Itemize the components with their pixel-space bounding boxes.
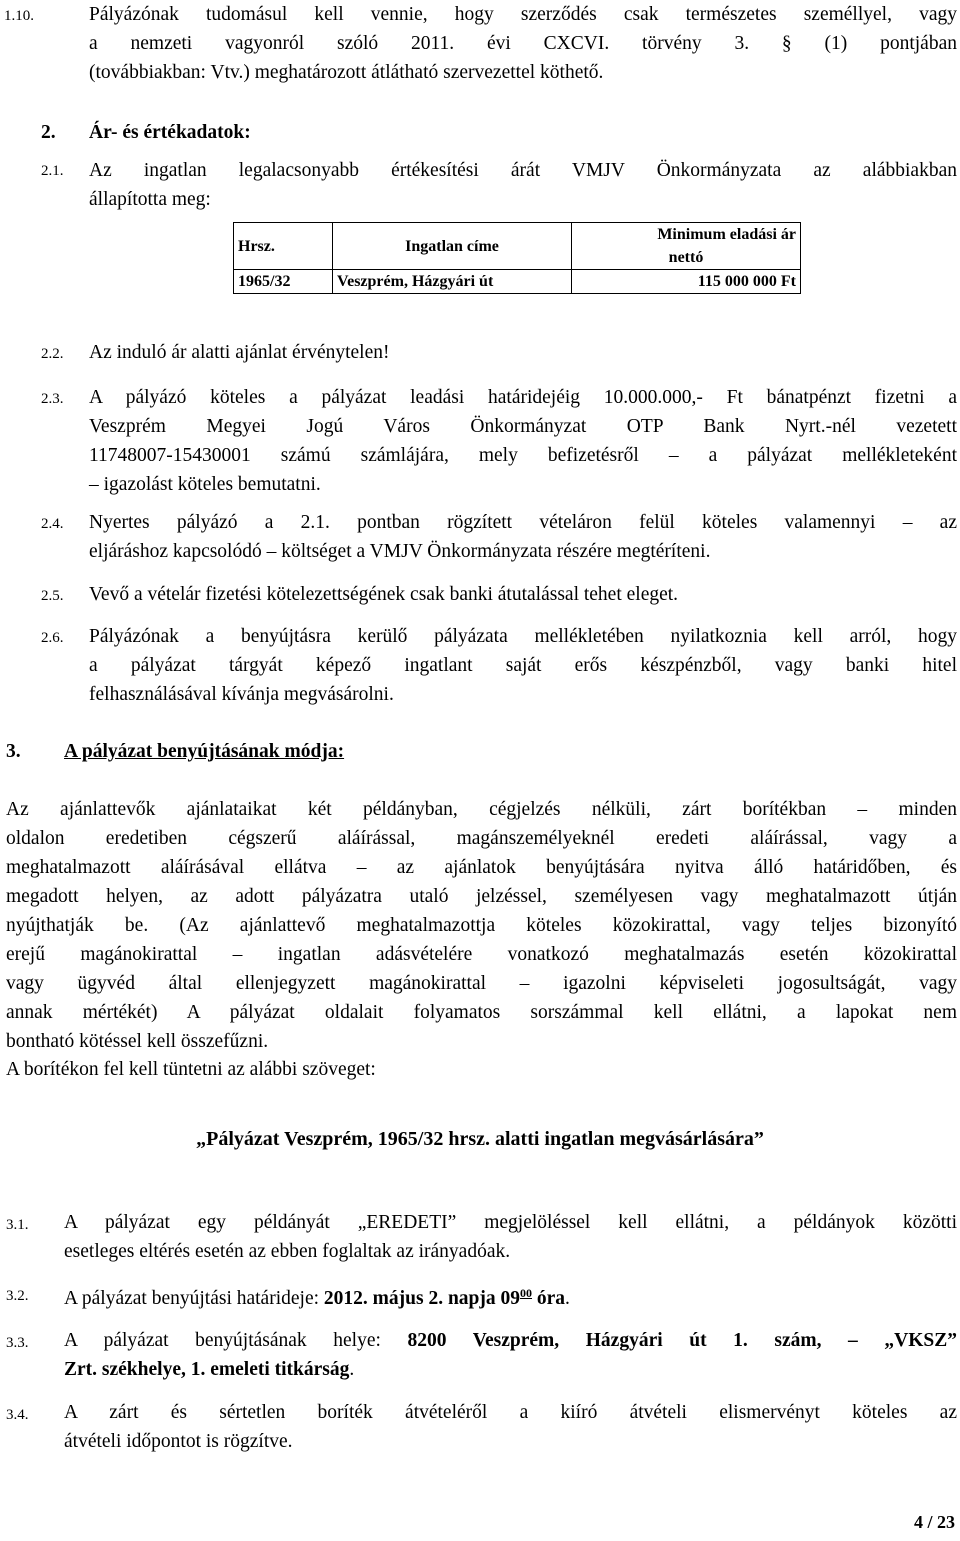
paragraph-line: Pályázónak tudomásul kell vennie, hogy szerződés csak természetes személlyel, vagy <box>89 4 957 25</box>
section-number: 3.1. <box>6 1217 29 1233</box>
paragraph-line: nyújthatják be. (Az ajánlattevő meghatalmazottja köteles közokirattal, vagy teljes bizonyító <box>6 915 957 936</box>
table-row <box>234 270 801 294</box>
paragraph-line: A pályázó köteles a pályázat leadási határidejéig 10.000.000,- Ft bánatpénzt fizetni a <box>89 387 957 408</box>
deadline-minutes: 00 <box>520 1286 533 1300</box>
paragraph-line: Veszprém Megyei Jogú Város Önkormányzat OTP Bank Nyrt.-nél vezetett <box>89 416 957 437</box>
paragraph-line: annak mértékét) A pályázat oldalait folyamatos sorszámmal kell ellátni, a lapokat nem <box>6 1002 957 1023</box>
section-number: 1.10. <box>4 8 34 24</box>
section-heading: Ár- és értékadatok: <box>89 122 251 143</box>
paragraph-line: Nyertes pályázó a 2.1. pontban rögzített vételáron felül köteles valamennyi – az <box>89 512 957 533</box>
table-header-cell: Hrsz. <box>234 223 333 270</box>
envelope-label-text: „Pályázat Veszprém, 1965/32 hrsz. alatti ingatlan megvásárlására” <box>196 1128 764 1150</box>
table-cell: 1965/32 <box>234 270 333 294</box>
paragraph-line: erejű magánokirattal – ingatlan adásvételére vonatkozó meghatalmazás esetén közokirattal <box>6 944 957 965</box>
paragraph-line: átvételi időpontot is rögzítve. <box>64 1431 293 1452</box>
section-number: 3.2. <box>6 1288 29 1304</box>
paragraph-line: a nemzeti vagyonról szóló 2011. évi CXCVI. törvény 3. § (1) pontjában <box>89 33 957 54</box>
paragraph-line: A zárt és sértetlen boríték átvételéről a kiíró átvételi elismervényt köteles az <box>64 1402 957 1423</box>
paragraph-line: Vevő a vételár fizetési kötelezettségének csak banki átutalással tehet eleget. <box>89 584 679 605</box>
section-heading: A pályázat benyújtásának módja: <box>64 741 345 762</box>
paragraph-line: Pályázónak a benyújtásra kerülő pályázata mellékletében nyilatkoznia kell arról, hogy <box>89 626 957 647</box>
table-cell: 115 000 000 Ft <box>572 270 801 294</box>
section-number: 3.3. <box>6 1335 29 1351</box>
section-number: 2.1. <box>41 163 64 179</box>
paragraph-line: Az induló ár alatti ajánlat érvénytelen! <box>89 342 390 363</box>
paragraph-line: a pályázat tárgyát képező ingatlant saját erős készpénzből, vagy banki hitel <box>89 655 957 676</box>
paragraph-line: eljáráshoz kapcsolódó – költséget a VMJV Önkormányzata részére megtéríteni. <box>89 541 711 562</box>
deadline-hour-label: óra <box>532 1288 566 1309</box>
table-cell: Veszprém, Házgyári út <box>333 270 572 294</box>
section-number: 2.6. <box>41 630 64 646</box>
paragraph-line: megadott helyen, az adott pályázatra utaló jelzéssel, személyesen vagy meghatalmazott útján <box>6 886 957 907</box>
paragraph-line: (továbbiakban: Vtv.) meghatározott átlátható szervezettel köthető. <box>89 62 604 83</box>
paragraph-line: felhasználásával kívánja megvásárolni. <box>89 684 394 705</box>
section-number: 2.2. <box>41 346 64 362</box>
table-header-cell: Ingatlan címe <box>333 223 572 270</box>
paragraph-line: A pályázat egy példányát „EREDETI” megjelöléssel kell ellátni, a példányok közötti <box>64 1212 957 1233</box>
price-table <box>233 222 801 294</box>
paragraph-line: – igazolást köteles bemutatni. <box>89 474 321 495</box>
section-number: 3. <box>6 741 21 762</box>
paragraph-line: A borítékon fel kell tüntetni az alábbi szöveget: <box>6 1059 376 1080</box>
table-header-cell: Minimum eladási ár <box>572 223 801 247</box>
punctuation: . <box>565 1288 570 1309</box>
section-number: 2.3. <box>41 391 64 407</box>
deadline-date: 2012. május 2. napja 09 <box>323 1288 521 1309</box>
section-number: 2.5. <box>41 588 64 604</box>
paragraph-line: oldalon eredetiben cégszerű aláírással, magánszemélyeknél eredeti aláírással, vagy a <box>6 828 957 849</box>
submission-place-address: 8200 Veszprém, Házgyári út 1. szám, – „VKSZ” <box>407 1330 957 1351</box>
section-number: 3.4. <box>6 1407 29 1423</box>
paragraph-line: állapította meg: <box>89 189 211 210</box>
paragraph-line: meghatalmazott aláírásával ellátva – az ajánlatok benyújtására nyitva álló határidőben, és <box>6 857 957 878</box>
submission-place-line <box>64 1355 354 1384</box>
punctuation: . <box>349 1359 355 1380</box>
deadline-line <box>64 1279 570 1313</box>
table-header-cell: nettó <box>572 246 801 270</box>
paragraph-line: Az ingatlan legalacsonyabb értékesítési árát VMJV Önkormányzata az alábbiakban <box>89 160 957 181</box>
submission-place-line <box>64 1326 957 1355</box>
submission-place-label: A pályázat benyújtásának helye: <box>64 1330 408 1351</box>
table-header-row <box>234 223 801 247</box>
paragraph-line: 11748007-15430001 számú számlájára, mely befizetésről – a pályázat mellékleteként <box>89 445 957 466</box>
paragraph-line: Az ajánlattevők ajánlataikat két példányban, cégjelzés nélküli, zárt borítékban – minden <box>6 799 957 820</box>
paragraph-line: vagy ügyvéd által ellenjegyzett magánokirattal – igazolni képviseleti jogosultságát, vagy <box>6 973 957 994</box>
paragraph-line: esetleges eltérés esetén az ebben foglaltak az irányadóak. <box>64 1241 511 1262</box>
submission-place-office: Zrt. székhelye, 1. emeleti titkárság <box>64 1359 350 1380</box>
paragraph-line: bontható kötéssel kell összefűzni. <box>6 1031 269 1052</box>
deadline-label: A pályázat benyújtási határideje: <box>64 1288 324 1309</box>
page-number: 4 / 23 <box>913 1512 955 1532</box>
section-number: 2. <box>41 122 56 143</box>
section-number: 2.4. <box>41 516 64 532</box>
